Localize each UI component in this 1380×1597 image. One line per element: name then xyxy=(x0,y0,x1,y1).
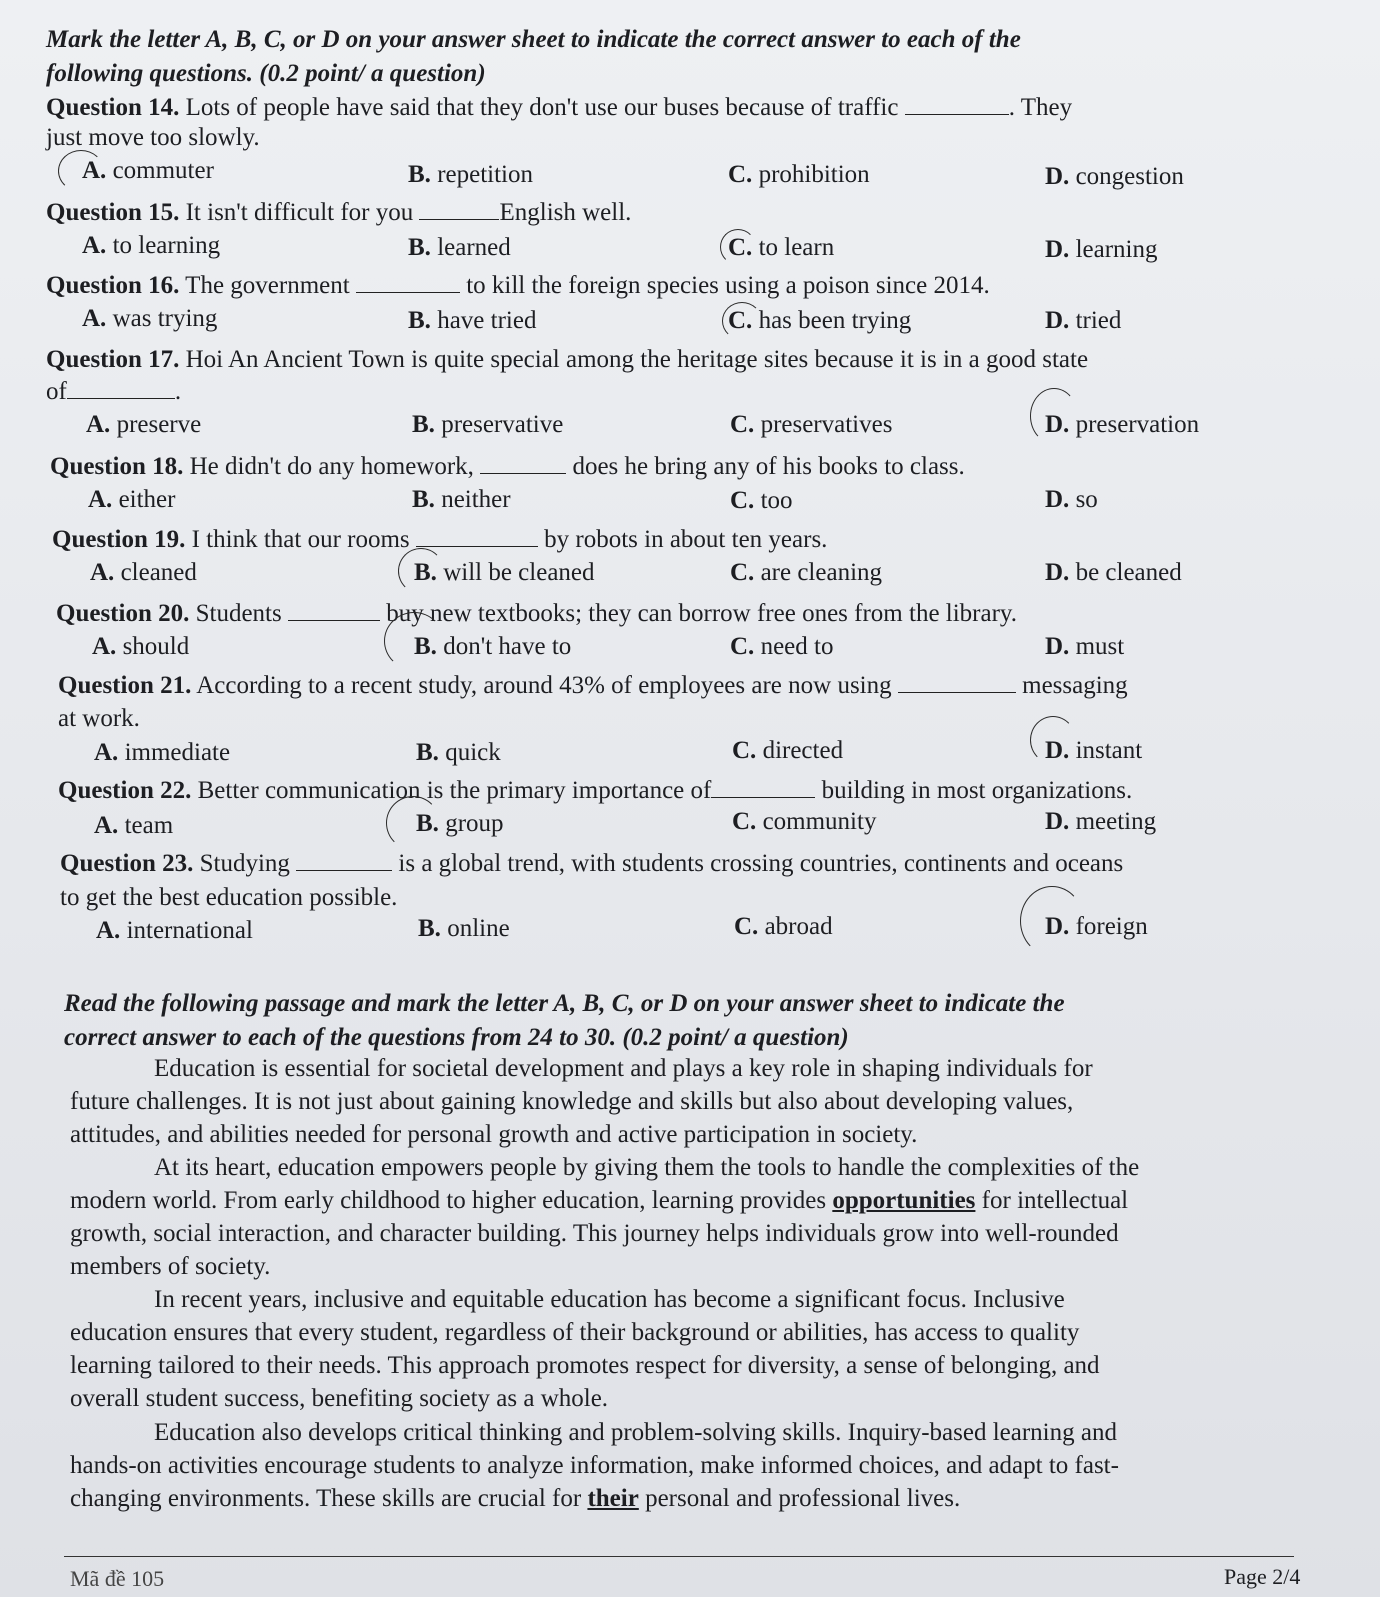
option-letter: A. xyxy=(82,157,113,184)
option-text: quick xyxy=(445,739,501,766)
option-letter: C. xyxy=(730,487,761,514)
option-letter: D. xyxy=(1045,236,1076,263)
passage-text: changing environments. These skills are crucial for xyxy=(70,1485,582,1512)
passage-line: Education is essential for societal development and plays a key role in shaping individuals for xyxy=(154,1055,1093,1082)
question-text-after: is a global trend, with students crossing countries, continents and oceans xyxy=(398,850,1124,877)
option-letter: D. xyxy=(1045,737,1076,764)
answer-blank xyxy=(296,848,392,871)
q15-option-d xyxy=(1045,235,1157,265)
q18-option-a xyxy=(88,485,175,515)
passage-paragraph-3 xyxy=(70,1283,1290,1415)
option-letter: D. xyxy=(1045,633,1076,660)
option-text: should xyxy=(122,633,190,660)
question-label: Question 14. xyxy=(46,94,180,121)
option-text: neither xyxy=(441,486,511,513)
answer-blank xyxy=(711,775,815,798)
footer-divider xyxy=(64,1556,1294,1557)
option-text: need to xyxy=(760,633,834,660)
page-number: Page 2/4 xyxy=(1224,1564,1301,1589)
answer-blank xyxy=(419,197,499,220)
option-letter: B. xyxy=(408,234,438,261)
question-text: The government xyxy=(185,272,350,299)
option-letter: B. xyxy=(416,810,446,837)
section1-instruction-line2: following questions. (0.2 point/ a question) xyxy=(46,60,486,87)
q14-option-d xyxy=(1045,162,1184,192)
option-letter: D. xyxy=(1045,163,1076,190)
pen-circle-mark xyxy=(722,302,762,340)
q23-option-b xyxy=(418,914,510,944)
question-text-after: English well. xyxy=(499,199,632,226)
question-text-after: . xyxy=(174,378,182,405)
passage-line: In recent years, inclusive and equitable education has become a significant focus. Inclusive xyxy=(154,1286,1065,1313)
option-letter: C. xyxy=(730,411,761,438)
pen-circle-mark xyxy=(720,229,756,265)
q21-option-a xyxy=(94,738,230,768)
option-text: directed xyxy=(762,737,844,764)
q20-option-a xyxy=(92,632,189,662)
question-text: Hoi An Ancient Town is quite special among the heritage sites because it is in a good state xyxy=(185,346,1089,373)
pen-circle-mark xyxy=(1030,716,1076,764)
q18-option-d xyxy=(1045,485,1098,515)
underlined-word-opportunities: opportunities xyxy=(832,1187,976,1214)
option-text: repetition xyxy=(437,161,533,188)
pen-circle-mark xyxy=(1030,388,1078,444)
question-22 xyxy=(58,775,1132,807)
question-label: Question 20. xyxy=(56,600,190,627)
question-text-after: does he bring any of his books to class. xyxy=(572,453,965,480)
option-letter: A. xyxy=(96,917,127,944)
option-letter: B. xyxy=(412,411,442,438)
option-letter: C. xyxy=(728,307,759,334)
option-text: team xyxy=(124,812,174,839)
option-letter: A. xyxy=(92,633,123,660)
passage-line: attitudes, and abilities needed for personal growth and active participation in society. xyxy=(70,1121,918,1148)
q21-option-c xyxy=(732,736,843,766)
option-text: must xyxy=(1075,633,1125,660)
option-letter: B. xyxy=(408,161,438,188)
answer-blank xyxy=(67,376,175,399)
q16-option-a xyxy=(82,304,217,334)
option-text: learned xyxy=(437,234,511,261)
passage-line: growth, social interaction, and character building. This journey helps individuals grow into well-rounded xyxy=(70,1220,1119,1247)
q15-option-a xyxy=(82,231,220,261)
question-text: I think that our rooms xyxy=(191,526,410,553)
option-text: learning xyxy=(1075,236,1158,263)
option-text: foreign xyxy=(1075,913,1148,940)
option-text: online xyxy=(447,915,510,942)
question-text: Studying xyxy=(199,850,290,877)
passage-text: modern world. From early childhood to higher education, learning provides xyxy=(70,1187,827,1214)
option-text: abroad xyxy=(764,913,833,940)
passage-line: hands-on activities encourage students to analyze information, make informed choices, and adapt to fast- xyxy=(70,1452,1119,1479)
passage-line: At its heart, education empowers people by giving them the tools to handle the complexities of the xyxy=(154,1154,1140,1181)
passage-line xyxy=(70,1482,1290,1515)
option-text: too xyxy=(760,487,793,514)
pen-circle-mark xyxy=(1020,886,1084,956)
option-letter: C. xyxy=(734,913,765,940)
question-17-line2 xyxy=(46,376,181,408)
option-letter: A. xyxy=(88,486,119,513)
q19-option-d xyxy=(1045,558,1182,588)
pen-circle-mark xyxy=(384,612,444,670)
q21-option-b xyxy=(416,738,501,768)
question-17 xyxy=(46,344,1088,376)
question-text: He didn't do any homework, xyxy=(189,453,474,480)
question-23-line2: to get the best education possible. xyxy=(60,884,398,911)
answer-blank xyxy=(898,670,1016,693)
option-letter: D. xyxy=(1045,913,1076,940)
option-letter: D. xyxy=(1045,411,1076,438)
question-text-after: . They xyxy=(1008,94,1073,121)
section2-instruction-line1: Read the following passage and mark the letter A, B, C, or D on your answer sheet to indicate the xyxy=(64,990,1065,1017)
passage-line: future challenges. It is not just about gaining knowledge and skills but also about developing values, xyxy=(70,1088,1074,1115)
option-text: meeting xyxy=(1075,808,1157,835)
option-text: has been trying xyxy=(758,307,912,334)
option-text: preservative xyxy=(441,411,564,438)
option-text: be cleaned xyxy=(1075,559,1182,586)
question-text: According to a recent study, around 43% of employees are now using xyxy=(196,672,892,699)
question-21 xyxy=(58,670,1128,702)
option-text: immediate xyxy=(124,739,231,766)
option-text: was trying xyxy=(112,305,218,332)
option-text: don't have to xyxy=(443,633,572,660)
question-text: It isn't difficult for you xyxy=(185,199,414,226)
question-label: Question 21. xyxy=(58,672,192,699)
q20-option-c xyxy=(730,632,833,662)
option-letter: B. xyxy=(414,559,444,586)
question-label: Question 22. xyxy=(58,777,192,804)
q22-option-a xyxy=(94,811,173,841)
question-label: Question 19. xyxy=(52,526,186,553)
question-text-after: by robots in about ten years. xyxy=(544,526,828,553)
question-text-after: buy new textbooks; they can borrow free ones from the library. xyxy=(386,600,1018,627)
q19-option-a xyxy=(90,558,197,588)
passage-line: education ensures that every student, regardless of their background or abilities, has access to quality xyxy=(70,1319,1080,1346)
question-label: Question 16. xyxy=(46,272,180,299)
q17-option-a xyxy=(86,410,201,440)
q23-option-a xyxy=(96,916,253,946)
pen-circle-mark xyxy=(386,796,440,850)
option-letter: A. xyxy=(82,232,113,259)
passage-paragraph-2 xyxy=(70,1151,1290,1283)
option-letter: C. xyxy=(732,737,763,764)
question-21-line2: at work. xyxy=(58,705,140,732)
question-18 xyxy=(50,451,965,483)
option-text: preserve xyxy=(116,411,202,438)
passage-line: Education also develops critical thinking and problem-solving skills. Inquiry-based learning and xyxy=(154,1419,1117,1446)
question-text: Students xyxy=(195,600,282,627)
option-letter: D. xyxy=(1045,486,1076,513)
q18-option-b xyxy=(412,485,511,515)
option-letter: A. xyxy=(94,812,125,839)
q20-option-d xyxy=(1045,632,1124,662)
answer-blank xyxy=(356,270,460,293)
underlined-word-their: their xyxy=(587,1485,639,1512)
question-15 xyxy=(46,197,631,229)
question-text: Better communication is the primary importance of xyxy=(197,777,712,804)
q15-option-b xyxy=(408,233,511,263)
option-letter: B. xyxy=(416,739,446,766)
option-letter: B. xyxy=(408,307,438,334)
option-text: have tried xyxy=(437,307,537,334)
question-label: Question 17. xyxy=(46,346,180,373)
question-label: Question 18. xyxy=(50,453,184,480)
question-14-line2: just move too slowly. xyxy=(46,124,260,151)
passage-line: overall student success, benefiting society as a whole. xyxy=(70,1385,609,1412)
option-text: cleaned xyxy=(120,559,197,586)
option-letter: D. xyxy=(1045,559,1076,586)
option-letter: D. xyxy=(1045,808,1076,835)
answer-blank xyxy=(416,524,538,547)
pen-circle-mark xyxy=(398,548,444,594)
passage-line: learning tailored to their needs. This approach promotes respect for diversity, a sense of belonging, and xyxy=(70,1352,1100,1379)
option-text: preservatives xyxy=(760,411,893,438)
option-text: to learning xyxy=(112,232,221,259)
option-letter: C. xyxy=(730,633,761,660)
passage-paragraph-4 xyxy=(70,1416,1290,1515)
question-label: Question 23. xyxy=(60,850,194,877)
question-text-after: messaging xyxy=(1022,672,1128,699)
question-20 xyxy=(56,598,1017,630)
passage-line xyxy=(70,1184,1290,1217)
option-letter: A. xyxy=(82,305,113,332)
option-text: prohibition xyxy=(758,161,870,188)
question-text: of xyxy=(46,378,67,405)
q17-option-b xyxy=(412,410,563,440)
option-text: to learn xyxy=(758,234,835,261)
option-letter: B. xyxy=(414,633,444,660)
q16-option-d xyxy=(1045,306,1121,336)
question-text-after: building in most organizations. xyxy=(821,777,1133,804)
q14-option-c xyxy=(728,160,870,190)
passage-line: members of society. xyxy=(70,1253,271,1280)
answer-blank xyxy=(905,92,1009,115)
option-letter: B. xyxy=(412,486,442,513)
q19-option-c xyxy=(730,558,882,588)
option-text: international xyxy=(126,917,253,944)
q14-option-b xyxy=(408,160,533,190)
passage-paragraph-1 xyxy=(70,1052,1290,1151)
option-letter: C. xyxy=(728,234,759,261)
option-letter: B. xyxy=(418,915,448,942)
option-text: commuter xyxy=(112,157,214,184)
passage-text: for intellectual xyxy=(981,1187,1129,1214)
option-letter: C. xyxy=(728,161,759,188)
option-letter: A. xyxy=(86,411,117,438)
question-14 xyxy=(46,92,1072,124)
question-16 xyxy=(46,270,990,302)
q22-option-c xyxy=(732,807,876,837)
exam-code: Mã đề 105 xyxy=(70,1566,165,1591)
option-text: are cleaning xyxy=(760,559,883,586)
option-letter: A. xyxy=(90,559,121,586)
option-text: tried xyxy=(1075,307,1122,334)
option-letter: C. xyxy=(732,808,763,835)
option-text: preservation xyxy=(1075,411,1200,438)
question-19 xyxy=(52,524,827,556)
q18-option-c xyxy=(730,486,793,516)
q17-option-c xyxy=(730,410,892,440)
answer-blank xyxy=(480,451,566,474)
section1-instruction-line1: Mark the letter A, B, C, or D on your answer sheet to indicate the correct answer to each of the xyxy=(46,26,1021,53)
option-text: congestion xyxy=(1075,163,1184,190)
q22-option-d xyxy=(1045,807,1156,837)
question-23 xyxy=(60,848,1123,880)
option-text: group xyxy=(445,810,504,837)
option-text: will be cleaned xyxy=(443,559,595,586)
option-text: instant xyxy=(1075,737,1143,764)
pen-circle-mark xyxy=(58,150,104,192)
q16-option-b xyxy=(408,306,536,336)
option-text: either xyxy=(118,486,176,513)
question-label: Question 15. xyxy=(46,199,180,226)
option-letter: D. xyxy=(1045,307,1076,334)
section2-instruction-line2: correct answer to each of the questions from 24 to 30. (0.2 point/ a question) xyxy=(64,1024,849,1051)
option-text: community xyxy=(762,808,877,835)
question-text: Lots of people have said that they don't use our buses because of traffic xyxy=(185,94,899,121)
answer-blank xyxy=(288,598,380,621)
option-letter: A. xyxy=(94,739,125,766)
passage-text: personal and professional lives. xyxy=(645,1485,961,1512)
option-letter: C. xyxy=(730,559,761,586)
option-text: so xyxy=(1075,486,1098,513)
question-text-after: to kill the foreign species using a poison since 2014. xyxy=(466,272,990,299)
q23-option-c xyxy=(734,912,833,942)
